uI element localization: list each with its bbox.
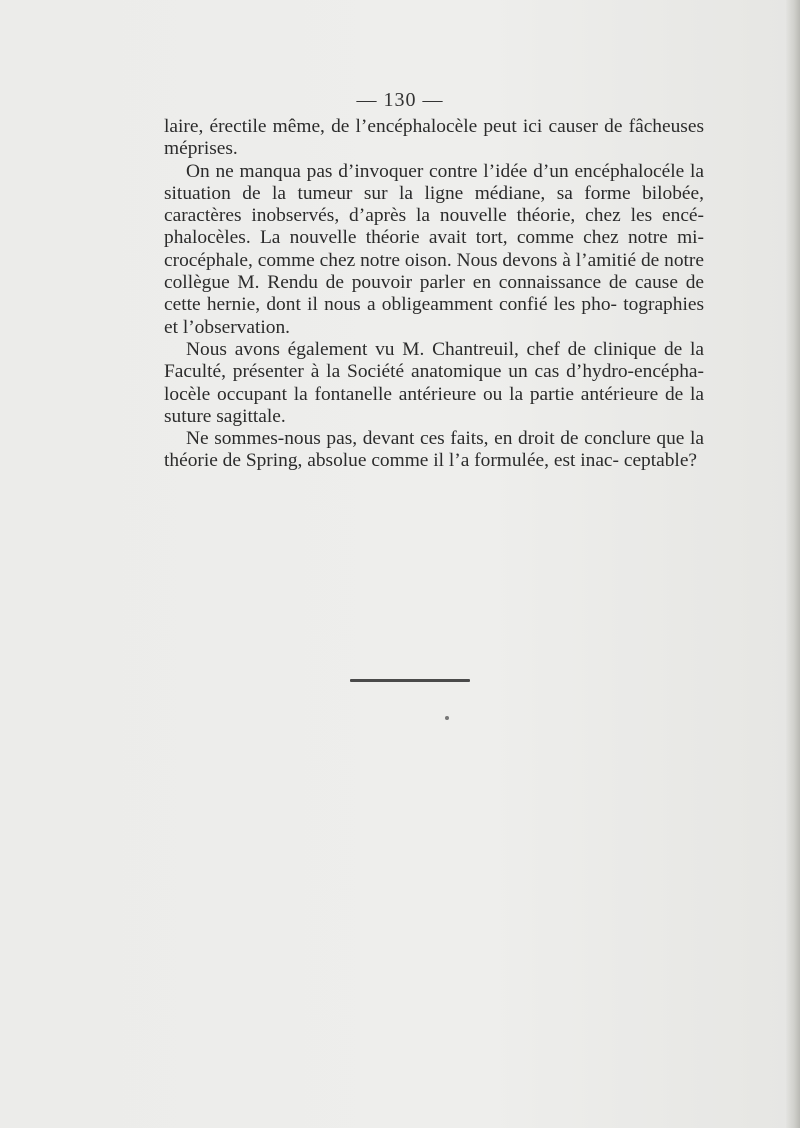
paragraph-4: Ne sommes-nous pas, devant ces faits, en droit de conclure que la théorie de Spring, absolue comme il l’a formulée, est inac- ceptable? xyxy=(164,428,704,472)
ink-speck xyxy=(445,716,449,720)
body-text xyxy=(164,116,704,473)
page-edge-shadow xyxy=(786,0,800,1128)
page-number: — 130 — xyxy=(356,89,444,111)
paragraph-3: Nous avons également vu M. Chantreuil, chef de clinique de la Faculté, présenter à la Société anatomique un cas d’hydro-encépha- locèle occupant la fontanelle antérieure ou la partie antérieure de la suture sagittale. xyxy=(164,338,704,427)
section-rule xyxy=(350,679,470,682)
paragraph-1: laire, érectile même, de l’encéphalocèle peut ici causer de fâcheuses méprises. xyxy=(164,116,704,160)
paragraph-2: On ne manqua pas d’invoquer contre l’idée d’un encéphalocéle la situation de la tumeur sur la ligne médiane, sa forme bilobée, caractères inobservés, d’après la nouvelle théorie, chez les encé- phalocèles. La nouvelle théorie avait tort, comme chez notre mi- crocéphale, comme chez notre oison. Nous devons à l’amitié de notre collègue M. Rendu de pouvoir parler en connaissance de cause de cette hernie, dont il nous a obligeamment confié les pho- tographies et l’observation. xyxy=(164,160,704,338)
